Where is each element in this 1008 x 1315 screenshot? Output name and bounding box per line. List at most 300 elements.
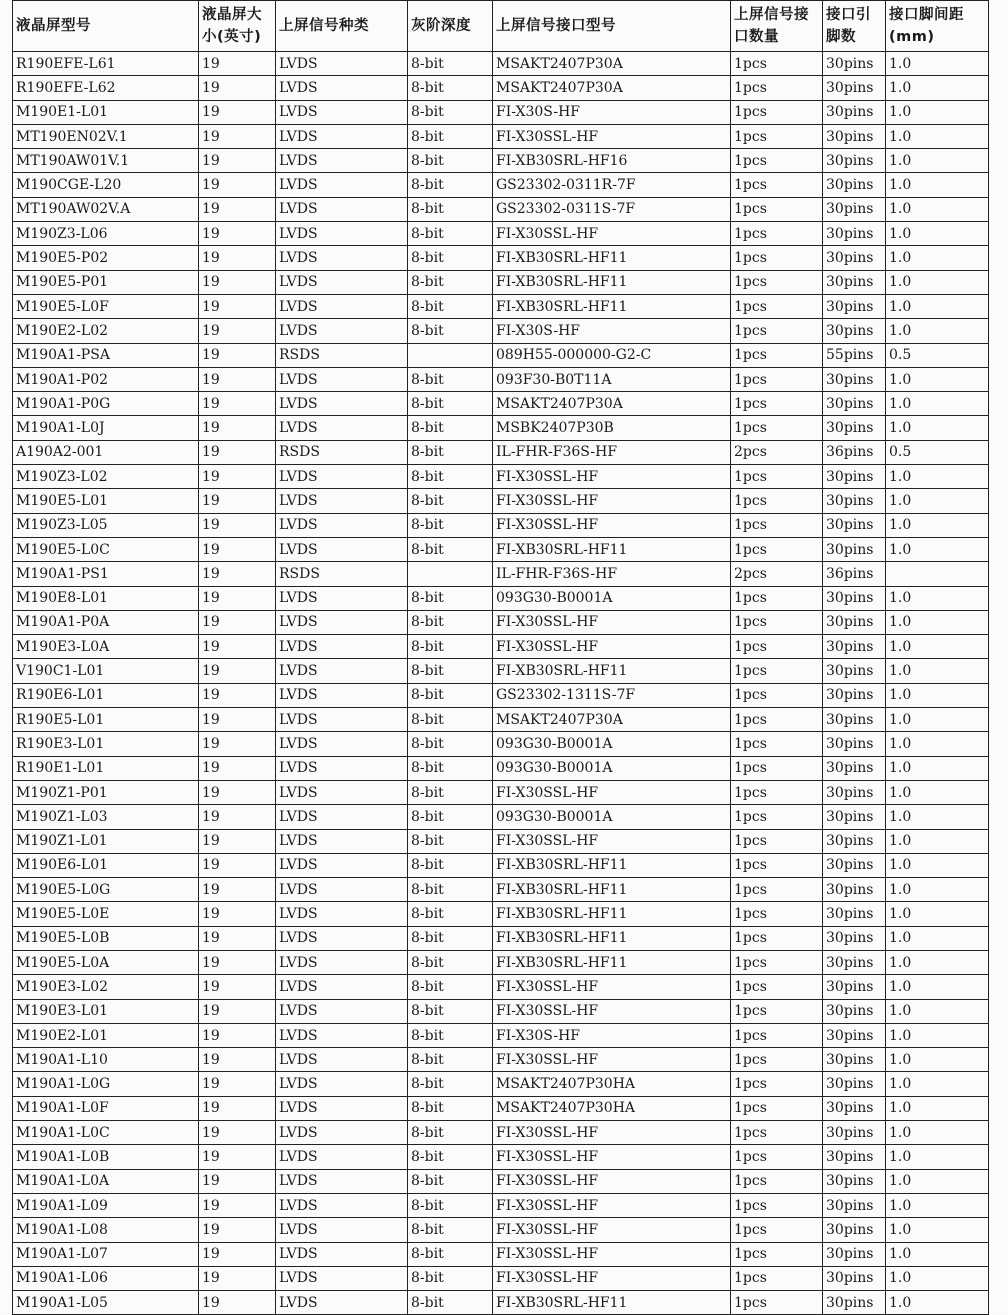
cell-size: 19: [199, 465, 276, 489]
cell-pin-count: 30pins: [823, 708, 886, 732]
cell-gray-depth: 8-bit: [408, 392, 493, 416]
cell-connector-model: 093G30-B0001A: [493, 732, 731, 756]
cell-connector-model: FI-X30SSL-HF: [493, 1145, 731, 1169]
cell-pin-count: 30pins: [823, 1048, 886, 1072]
cell-pin-pitch: 1.0: [886, 975, 989, 999]
table-row: [13, 416, 989, 440]
cell-connector-count: 1pcs: [731, 537, 823, 561]
table-row: [13, 1121, 989, 1145]
cell-signal-type: LVDS: [276, 1121, 408, 1145]
table-row: [13, 975, 989, 999]
table-row: [13, 878, 989, 902]
cell-model: M190E5-L0B: [13, 926, 199, 950]
header-gray-depth: 灰阶深度: [408, 1, 493, 52]
cell-connector-model: FI-X30SSL-HF: [493, 829, 731, 853]
table-row: [13, 149, 989, 173]
cell-signal-type: RSDS: [276, 440, 408, 464]
cell-pin-pitch: 1.0: [886, 1048, 989, 1072]
cell-signal-type: LVDS: [276, 659, 408, 683]
cell-connector-model: MSAKT2407P30A: [493, 392, 731, 416]
cell-pin-pitch: 1.0: [886, 829, 989, 853]
cell-connector-count: 1pcs: [731, 805, 823, 829]
cell-size: 19: [199, 1218, 276, 1242]
cell-connector-count: 1pcs: [731, 1048, 823, 1072]
cell-gray-depth: 8-bit: [408, 926, 493, 950]
cell-connector-model: FI-X30SSL-HF: [493, 465, 731, 489]
cell-connector-model: FI-X30SSL-HF: [493, 635, 731, 659]
cell-signal-type: LVDS: [276, 926, 408, 950]
cell-connector-count: 1pcs: [731, 489, 823, 513]
cell-model: M190A1-L05: [13, 1291, 199, 1315]
cell-connector-count: 1pcs: [731, 392, 823, 416]
cell-pin-pitch: 1.0: [886, 197, 989, 221]
cell-size: 19: [199, 319, 276, 343]
cell-signal-type: RSDS: [276, 343, 408, 367]
table-row: [13, 853, 989, 877]
cell-connector-model: FI-XB30SRL-HF11: [493, 950, 731, 974]
lcd-spec-table: [12, 0, 989, 1315]
table-row: [13, 1072, 989, 1096]
table-row: [13, 222, 989, 246]
cell-signal-type: LVDS: [276, 780, 408, 804]
cell-connector-count: 1pcs: [731, 294, 823, 318]
cell-signal-type: LVDS: [276, 100, 408, 124]
cell-signal-type: LVDS: [276, 829, 408, 853]
cell-size: 19: [199, 756, 276, 780]
cell-connector-count: 2pcs: [731, 440, 823, 464]
cell-pin-count: 30pins: [823, 1145, 886, 1169]
table-row: [13, 659, 989, 683]
cell-pin-pitch: 1.0: [886, 222, 989, 246]
cell-connector-count: 1pcs: [731, 756, 823, 780]
cell-gray-depth: 8-bit: [408, 76, 493, 100]
cell-connector-model: FI-X30S-HF: [493, 100, 731, 124]
header-connector-model: 上屏信号接口型号: [493, 1, 731, 52]
cell-gray-depth: 8-bit: [408, 610, 493, 634]
cell-connector-model: FI-X30SSL-HF: [493, 489, 731, 513]
cell-connector-model: 089H55-000000-G2-C: [493, 343, 731, 367]
table-row: [13, 367, 989, 391]
cell-model: R190E1-L01: [13, 756, 199, 780]
cell-gray-depth: 8-bit: [408, 440, 493, 464]
cell-signal-type: LVDS: [276, 124, 408, 148]
cell-pin-pitch: 1.0: [886, 586, 989, 610]
cell-pin-count: 30pins: [823, 100, 886, 124]
cell-size: 19: [199, 1193, 276, 1217]
cell-pin-pitch: 1.0: [886, 270, 989, 294]
cell-connector-model: FI-XB30SRL-HF16: [493, 149, 731, 173]
cell-signal-type: LVDS: [276, 1193, 408, 1217]
cell-gray-depth: 8-bit: [408, 246, 493, 270]
cell-pin-count: 30pins: [823, 149, 886, 173]
cell-model: M190E2-L02: [13, 319, 199, 343]
cell-connector-model: FI-XB30SRL-HF11: [493, 537, 731, 561]
table-row: [13, 52, 989, 76]
cell-size: 19: [199, 853, 276, 877]
cell-connector-count: 1pcs: [731, 367, 823, 391]
cell-pin-pitch: 1.0: [886, 1023, 989, 1047]
cell-size: 19: [199, 440, 276, 464]
cell-connector-count: 1pcs: [731, 780, 823, 804]
cell-gray-depth: 8-bit: [408, 465, 493, 489]
table-row: [13, 537, 989, 561]
cell-connector-count: 1pcs: [731, 610, 823, 634]
cell-signal-type: LVDS: [276, 319, 408, 343]
cell-connector-model: FI-XB30SRL-HF11: [493, 270, 731, 294]
table-row: [13, 829, 989, 853]
cell-pin-pitch: 1.0: [886, 780, 989, 804]
cell-connector-count: 1pcs: [731, 513, 823, 537]
cell-connector-model: 093G30-B0001A: [493, 756, 731, 780]
cell-model: M190A1-P0A: [13, 610, 199, 634]
cell-gray-depth: 8-bit: [408, 1193, 493, 1217]
cell-size: 19: [199, 197, 276, 221]
cell-pin-pitch: 1.0: [886, 1072, 989, 1096]
cell-model: M190A1-L0C: [13, 1121, 199, 1145]
cell-size: 19: [199, 635, 276, 659]
header-model: 液晶屏型号: [13, 1, 199, 52]
cell-pin-pitch: 1.0: [886, 756, 989, 780]
cell-model: M190A1-L07: [13, 1242, 199, 1266]
cell-connector-model: FI-X30SSL-HF: [493, 1218, 731, 1242]
cell-pin-pitch: 1.0: [886, 999, 989, 1023]
cell-size: 19: [199, 1291, 276, 1315]
cell-signal-type: LVDS: [276, 1242, 408, 1266]
cell-gray-depth: 8-bit: [408, 124, 493, 148]
cell-signal-type: LVDS: [276, 416, 408, 440]
cell-model: M190E5-L0A: [13, 950, 199, 974]
cell-pin-pitch: 1.0: [886, 513, 989, 537]
cell-pin-pitch: 1.0: [886, 950, 989, 974]
cell-connector-model: FI-X30SSL-HF: [493, 124, 731, 148]
table-row: [13, 343, 989, 367]
cell-pin-pitch: 1.0: [886, 659, 989, 683]
cell-gray-depth: 8-bit: [408, 902, 493, 926]
cell-connector-model: FI-X30SSL-HF: [493, 513, 731, 537]
cell-pin-pitch: 1.0: [886, 902, 989, 926]
table-row: [13, 756, 989, 780]
cell-gray-depth: 8-bit: [408, 513, 493, 537]
cell-pin-count: 30pins: [823, 780, 886, 804]
table-row: [13, 683, 989, 707]
cell-pin-count: 30pins: [823, 878, 886, 902]
table-row: [13, 1266, 989, 1290]
cell-connector-count: 1pcs: [731, 1023, 823, 1047]
cell-pin-count: 30pins: [823, 732, 886, 756]
cell-connector-count: 1pcs: [731, 1266, 823, 1290]
cell-connector-model: FI-XB30SRL-HF11: [493, 853, 731, 877]
cell-signal-type: LVDS: [276, 610, 408, 634]
cell-signal-type: LVDS: [276, 1169, 408, 1193]
table-row: [13, 732, 989, 756]
table-row: [13, 1169, 989, 1193]
cell-model: R190E6-L01: [13, 683, 199, 707]
cell-pin-pitch: 1.0: [886, 1266, 989, 1290]
cell-signal-type: LVDS: [276, 270, 408, 294]
cell-signal-type: LVDS: [276, 52, 408, 76]
cell-model: M190Z3-L05: [13, 513, 199, 537]
cell-size: 19: [199, 222, 276, 246]
cell-connector-model: IL-FHR-F36S-HF: [493, 440, 731, 464]
cell-connector-model: FI-XB30SRL-HF11: [493, 1291, 731, 1315]
cell-pin-count: 30pins: [823, 465, 886, 489]
cell-pin-count: 30pins: [823, 853, 886, 877]
cell-signal-type: LVDS: [276, 1266, 408, 1290]
cell-pin-pitch: 1.0: [886, 367, 989, 391]
cell-gray-depth: 8-bit: [408, 878, 493, 902]
table-row: [13, 780, 989, 804]
table-row: [13, 902, 989, 926]
cell-connector-model: FI-X30SSL-HF: [493, 1193, 731, 1217]
cell-size: 19: [199, 416, 276, 440]
cell-size: 19: [199, 1121, 276, 1145]
cell-connector-model: FI-XB30SRL-HF11: [493, 659, 731, 683]
cell-size: 19: [199, 708, 276, 732]
cell-gray-depth: 8-bit: [408, 999, 493, 1023]
cell-connector-model: FI-X30SSL-HF: [493, 222, 731, 246]
cell-connector-model: FI-XB30SRL-HF11: [493, 902, 731, 926]
cell-connector-count: 1pcs: [731, 197, 823, 221]
cell-size: 19: [199, 829, 276, 853]
cell-model: M190Z1-P01: [13, 780, 199, 804]
cell-model: M190A1-L0G: [13, 1072, 199, 1096]
cell-connector-count: 1pcs: [731, 416, 823, 440]
cell-gray-depth: 8-bit: [408, 294, 493, 318]
cell-connector-count: 1pcs: [731, 465, 823, 489]
cell-pin-count: 30pins: [823, 52, 886, 76]
table-row: [13, 1193, 989, 1217]
cell-pin-count: 30pins: [823, 294, 886, 318]
cell-signal-type: LVDS: [276, 1291, 408, 1315]
cell-signal-type: LVDS: [276, 513, 408, 537]
cell-pin-pitch: 1.0: [886, 1121, 989, 1145]
cell-gray-depth: 8-bit: [408, 100, 493, 124]
cell-signal-type: LVDS: [276, 999, 408, 1023]
cell-size: 19: [199, 1169, 276, 1193]
cell-size: 19: [199, 732, 276, 756]
cell-signal-type: LVDS: [276, 1072, 408, 1096]
cell-connector-count: 1pcs: [731, 1193, 823, 1217]
cell-pin-count: 30pins: [823, 173, 886, 197]
table-row: [13, 124, 989, 148]
cell-gray-depth: 8-bit: [408, 197, 493, 221]
cell-model: V190C1-L01: [13, 659, 199, 683]
cell-model: M190E3-L01: [13, 999, 199, 1023]
cell-connector-model: MSBK2407P30B: [493, 416, 731, 440]
table-row: [13, 440, 989, 464]
cell-gray-depth: 8-bit: [408, 708, 493, 732]
cell-model: MT190AW02V.A: [13, 197, 199, 221]
header-size: 液晶屏大小(英寸): [199, 1, 276, 52]
cell-gray-depth: 8-bit: [408, 489, 493, 513]
cell-size: 19: [199, 683, 276, 707]
cell-pin-pitch: 1.0: [886, 52, 989, 76]
cell-pin-pitch: 1.0: [886, 1193, 989, 1217]
cell-pin-count: 30pins: [823, 367, 886, 391]
table-row: [13, 197, 989, 221]
cell-model: MT190EN02V.1: [13, 124, 199, 148]
cell-model: M190CGE-L20: [13, 173, 199, 197]
cell-pin-count: 30pins: [823, 659, 886, 683]
table-row: [13, 319, 989, 343]
cell-connector-count: 1pcs: [731, 659, 823, 683]
table-row: [13, 1218, 989, 1242]
cell-size: 19: [199, 926, 276, 950]
cell-pin-count: 30pins: [823, 246, 886, 270]
cell-connector-model: FI-XB30SRL-HF11: [493, 294, 731, 318]
cell-gray-depth: 8-bit: [408, 367, 493, 391]
cell-signal-type: LVDS: [276, 537, 408, 561]
cell-gray-depth: 8-bit: [408, 732, 493, 756]
cell-pin-pitch: 1.0: [886, 1291, 989, 1315]
cell-size: 19: [199, 1096, 276, 1120]
table-row: [13, 1096, 989, 1120]
cell-model: M190E2-L01: [13, 1023, 199, 1047]
cell-connector-model: MSAKT2407P30A: [493, 76, 731, 100]
cell-connector-model: GS23302-1311S-7F: [493, 683, 731, 707]
cell-model: A190A2-001: [13, 440, 199, 464]
cell-size: 19: [199, 805, 276, 829]
table-row: [13, 1023, 989, 1047]
cell-connector-count: 1pcs: [731, 124, 823, 148]
cell-pin-count: 30pins: [823, 1072, 886, 1096]
cell-connector-model: 093G30-B0001A: [493, 586, 731, 610]
cell-connector-count: 1pcs: [731, 732, 823, 756]
cell-signal-type: RSDS: [276, 562, 408, 586]
cell-connector-model: FI-X30S-HF: [493, 1023, 731, 1047]
header-connector-count: 上屏信号接口数量: [731, 1, 823, 52]
cell-connector-model: FI-X30SSL-HF: [493, 1242, 731, 1266]
cell-signal-type: LVDS: [276, 708, 408, 732]
cell-gray-depth: 8-bit: [408, 1291, 493, 1315]
cell-connector-count: 1pcs: [731, 1072, 823, 1096]
cell-pin-count: 30pins: [823, 902, 886, 926]
cell-connector-count: 1pcs: [731, 999, 823, 1023]
cell-gray-depth: 8-bit: [408, 416, 493, 440]
header-signal-type: 上屏信号种类: [276, 1, 408, 52]
cell-signal-type: LVDS: [276, 683, 408, 707]
cell-model: MT190AW01V.1: [13, 149, 199, 173]
cell-gray-depth: 8-bit: [408, 1218, 493, 1242]
cell-gray-depth: 8-bit: [408, 950, 493, 974]
cell-size: 19: [199, 1242, 276, 1266]
cell-model: M190E5-L0F: [13, 294, 199, 318]
cell-pin-count: 30pins: [823, 1193, 886, 1217]
cell-connector-model: FI-X30S-HF: [493, 319, 731, 343]
cell-pin-count: 30pins: [823, 586, 886, 610]
cell-signal-type: LVDS: [276, 222, 408, 246]
cell-pin-pitch: [886, 562, 989, 586]
cell-connector-model: 093G30-B0001A: [493, 805, 731, 829]
cell-connector-count: 1pcs: [731, 149, 823, 173]
cell-connector-model: IL-FHR-F36S-HF: [493, 562, 731, 586]
cell-pin-count: 30pins: [823, 416, 886, 440]
table-body: [13, 52, 989, 1315]
table-row: [13, 610, 989, 634]
cell-connector-count: 1pcs: [731, 1291, 823, 1315]
cell-pin-count: 30pins: [823, 76, 886, 100]
cell-connector-count: 1pcs: [731, 100, 823, 124]
cell-signal-type: LVDS: [276, 732, 408, 756]
cell-connector-model: FI-XB30SRL-HF11: [493, 926, 731, 950]
cell-connector-count: 1pcs: [731, 586, 823, 610]
cell-connector-count: 1pcs: [731, 1145, 823, 1169]
cell-signal-type: LVDS: [276, 756, 408, 780]
cell-signal-type: LVDS: [276, 1048, 408, 1072]
cell-connector-model: MSAKT2407P30HA: [493, 1096, 731, 1120]
cell-pin-pitch: 1.0: [886, 1145, 989, 1169]
table-row: [13, 586, 989, 610]
cell-pin-pitch: 1.0: [886, 489, 989, 513]
cell-signal-type: LVDS: [276, 950, 408, 974]
cell-gray-depth: 8-bit: [408, 173, 493, 197]
table-row: [13, 1048, 989, 1072]
cell-pin-count: 30pins: [823, 197, 886, 221]
cell-size: 19: [199, 489, 276, 513]
table-row: [13, 1242, 989, 1266]
cell-size: 19: [199, 76, 276, 100]
cell-size: 19: [199, 367, 276, 391]
cell-gray-depth: 8-bit: [408, 1048, 493, 1072]
cell-pin-count: 30pins: [823, 392, 886, 416]
table-row: [13, 513, 989, 537]
cell-size: 19: [199, 246, 276, 270]
table-row: [13, 76, 989, 100]
cell-gray-depth: 8-bit: [408, 1121, 493, 1145]
cell-pin-count: 30pins: [823, 829, 886, 853]
cell-size: 19: [199, 173, 276, 197]
cell-model: M190Z1-L03: [13, 805, 199, 829]
table-row: [13, 173, 989, 197]
cell-signal-type: LVDS: [276, 367, 408, 391]
cell-signal-type: LVDS: [276, 149, 408, 173]
cell-signal-type: LVDS: [276, 805, 408, 829]
cell-size: 19: [199, 52, 276, 76]
cell-pin-pitch: 1.0: [886, 683, 989, 707]
cell-connector-model: MSAKT2407P30HA: [493, 1072, 731, 1096]
cell-model: M190E8-L01: [13, 586, 199, 610]
cell-size: 19: [199, 1072, 276, 1096]
cell-model: M190E5-L0G: [13, 878, 199, 902]
cell-gray-depth: [408, 562, 493, 586]
cell-connector-count: 1pcs: [731, 173, 823, 197]
cell-pin-count: 30pins: [823, 610, 886, 634]
cell-pin-count: 36pins: [823, 562, 886, 586]
cell-connector-count: 1pcs: [731, 1121, 823, 1145]
cell-signal-type: LVDS: [276, 853, 408, 877]
cell-pin-pitch: 1.0: [886, 926, 989, 950]
cell-pin-pitch: 1.0: [886, 465, 989, 489]
cell-model: R190E3-L01: [13, 732, 199, 756]
cell-connector-count: 1pcs: [731, 1096, 823, 1120]
cell-pin-pitch: 0.5: [886, 440, 989, 464]
cell-model: M190E6-L01: [13, 853, 199, 877]
cell-pin-pitch: 1.0: [886, 732, 989, 756]
cell-connector-model: FI-XB30SRL-HF11: [493, 246, 731, 270]
cell-pin-count: 30pins: [823, 1121, 886, 1145]
cell-connector-model: MSAKT2407P30A: [493, 52, 731, 76]
cell-pin-pitch: 1.0: [886, 1169, 989, 1193]
cell-connector-count: 1pcs: [731, 926, 823, 950]
cell-size: 19: [199, 124, 276, 148]
table-row: [13, 392, 989, 416]
cell-connector-count: 1pcs: [731, 319, 823, 343]
cell-size: 19: [199, 659, 276, 683]
cell-size: 19: [199, 610, 276, 634]
cell-signal-type: LVDS: [276, 878, 408, 902]
cell-pin-count: 30pins: [823, 1023, 886, 1047]
cell-pin-count: 30pins: [823, 950, 886, 974]
